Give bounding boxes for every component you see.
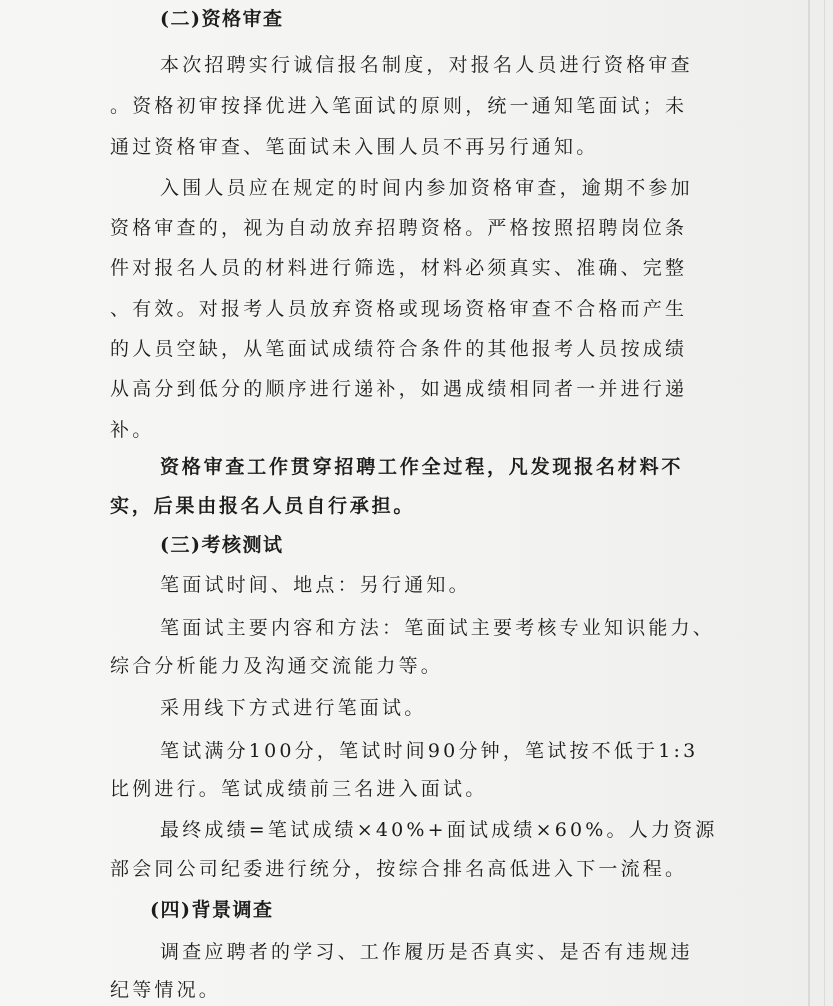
paragraph-line: 部会同公司纪委进行统分，按综合排名高低进入下一流程。 (110, 858, 688, 880)
paragraph-line: 调查应聘者的学习、工作履历是否真实、是否有违规违 (160, 941, 693, 963)
paragraph-line: 采用线下方式进行笔面试。 (160, 697, 427, 719)
page-fold-shadow (808, 0, 810, 1006)
section-heading-background: (四)背景调查 (150, 899, 274, 921)
paragraph-line: 件对报名人员的材料进行筛选，材料必须真实、准确、完整 (110, 257, 688, 279)
paragraph-line: 资格审查的，视为自动放弃招聘资格。严格按照招聘岗位条 (110, 217, 688, 239)
paragraph-line: 。资格初审按择优进入笔面试的原则，统一通知笔面试；未 (110, 95, 688, 117)
emphasis-line: 资格审查工作贯穿招聘工作全过程，凡发现报名材料不 (160, 456, 684, 478)
paragraph-line: 综合分析能力及沟通交流能力等。 (110, 655, 444, 677)
paragraph-line: 补。 (110, 419, 155, 441)
section-heading-qualification: (二)资格审查 (160, 8, 284, 30)
paragraph-line: 比例进行。笔试成绩前三名进入面试。 (110, 778, 488, 800)
paragraph-line: 纪等情况。 (110, 979, 222, 1001)
paragraph-line: 笔面试时间、地点：另行通知。 (160, 574, 471, 596)
paragraph-line: 、有效。对报考人员放弃资格或现场资格审查不合格而产生 (110, 298, 688, 320)
paragraph-line: 最终成绩=笔试成绩×40%+面试成绩×60%。人力资源 (160, 819, 718, 841)
paragraph-line: 本次招聘实行诚信报名制度，对报名人员进行资格审查 (160, 54, 693, 76)
paragraph-line: 从高分到低分的顺序进行递补，如遇成绩相同者一并进行递 (110, 378, 688, 400)
paragraph-line: 通过资格审查、笔面试未入围人员不再另行通知。 (110, 136, 599, 158)
paragraph-line: 的人员空缺，从笔面试成绩符合条件的其他报考人员按成绩 (110, 338, 688, 360)
paragraph-line: 入围人员应在规定的时间内参加资格审查，逾期不参加 (160, 177, 693, 199)
section-heading-exam: (三)考核测试 (160, 534, 284, 556)
paragraph-line: 笔面试主要内容和方法：笔面试主要考核专业知识能力、 (160, 617, 716, 639)
paragraph-line: 笔试满分100分，笔试时间90分钟，笔试按不低于1:3 (160, 740, 699, 762)
emphasis-line: 实，后果由报名人员自行承担。 (110, 495, 416, 517)
page-edge-line (824, 0, 825, 1006)
